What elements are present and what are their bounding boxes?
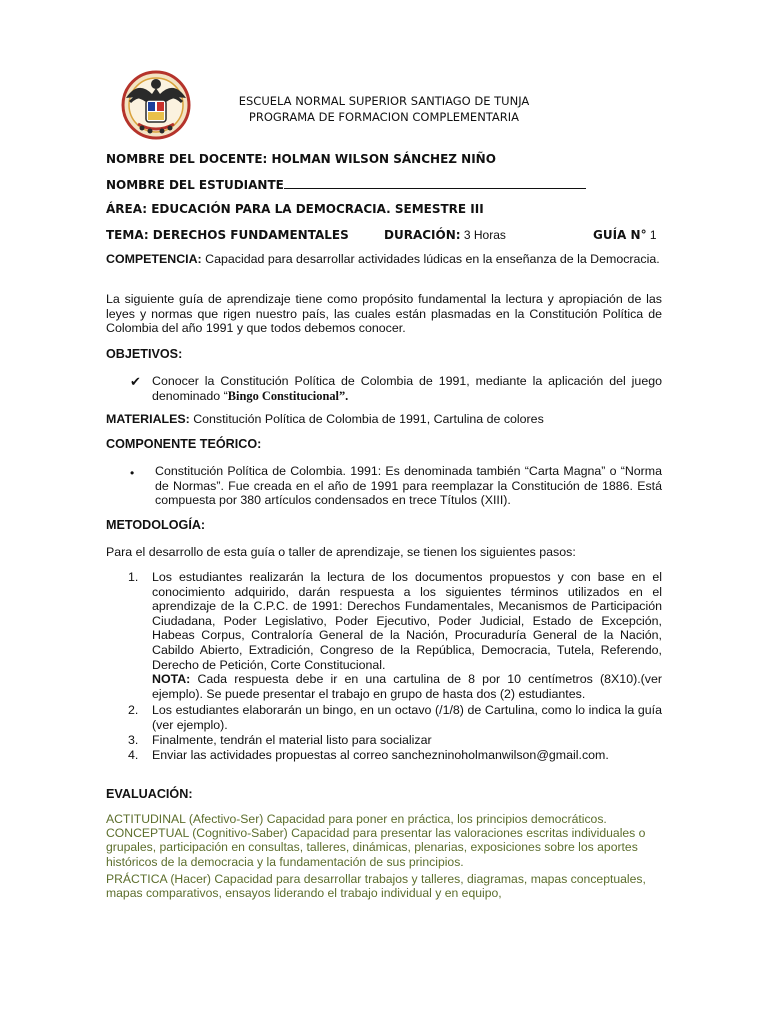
guia-line (593, 228, 657, 242)
nota-paragraph (152, 672, 662, 701)
metodologia-intro: Para el desarrollo de esta guía o taller de aprendizaje, se tienen los siguientes pasos: (106, 545, 576, 559)
duracion-label: DURACIÓN: (384, 228, 461, 242)
teacher-name-line: NOMBRE DEL DOCENTE: HOLMAN WILSON SÁNCHEZ NIÑO (106, 152, 496, 166)
objetivo-item (152, 374, 662, 403)
check-icon: ✔ (130, 374, 141, 389)
eval-practica: PRÁCTICA (Hacer) Capacidad para desarrollar trabajos y talleres, diagramas, mapas conceptuales, mapas comparativos, ensayos liderando el trabajo individual y en equipo, (106, 872, 646, 901)
duracion-value: 3 Horas (460, 228, 506, 242)
duracion-line (384, 228, 506, 242)
objetivos-heading: OBJETIVOS: (106, 347, 183, 361)
eval-actitudinal: ACTITUDINAL (Afectivo-Ser) Capacidad para poner en práctica, los principios democráticos. (106, 812, 607, 826)
school-header (200, 93, 568, 125)
step-text: Los estudiantes realizarán la lectura de los documentos propuestos y con base en el conocimiento adquirido, darán respuesta a los siguientes términos utilizados en el aprendizaje de la C.P.C. de 1991: Derechos Fundamentales, Mecanismos de Participación Ciudadana, Poder Legislativo, Poder Ejecutivo, Poder Judicial, Estado de Excepción, Habeas Corpus, Contraloría General de la Nación, Procuraduría General de la Nación, Cabildo Abierto, Extradición, Congreso de la República, Democracia, Tutela, Referendo, Derecho de Petición, Corte Constitucional. (152, 570, 662, 672)
guia-label: GUÍA N° (593, 228, 647, 242)
step-text: Los estudiantes elaborarán un bingo, en un octavo (/1/8) de Cartulina, como lo indica la guía (ver ejemplo). (152, 703, 662, 732)
intro-paragraph: La siguiente guía de aprendizaje tiene como propósito fundamental la lectura y apropiación de las leyes y normas que rigen nuestro país, las cuales están plasmadas en la Constitución Política de Colombia del año 1991 y que todos debemos conocer. (106, 292, 662, 336)
competencia-paragraph (106, 252, 662, 267)
objetivo-text: Conocer la Constitución Política de Colombia de 1991, mediante la aplicación del juego denominado “ (152, 374, 662, 403)
objetivo-bold: Bingo Constitucional”. (227, 388, 349, 403)
step-number: 3. (128, 733, 139, 747)
nota-label: NOTA: (152, 672, 191, 686)
step-text: Finalmente, tendrán el material listo para socializar (152, 733, 432, 747)
step-number: 4. (128, 748, 139, 762)
evaluacion-heading: EVALUACIÓN: (106, 787, 193, 801)
school-crest-logo (118, 70, 194, 140)
competencia-text: Capacidad para desarrollar actividades lúdicas en la enseñanza de la Democracia. (201, 252, 660, 266)
student-name-blank[interactable] (284, 177, 586, 189)
student-name-label: NOMBRE DEL ESTUDIANTE (106, 178, 284, 192)
area-line: ÁREA: EDUCACIÓN PARA LA DEMOCRACIA. SEMESTRE III (106, 202, 484, 216)
guia-value: 1 (646, 228, 657, 242)
metodologia-heading: METODOLOGÍA: (106, 518, 206, 532)
step-number: 2. (128, 703, 139, 717)
student-name-line (106, 177, 586, 192)
materiales-text: Constitución Política de Colombia de 1991, Cartulina de colores (189, 412, 544, 426)
step-number: 1. (128, 570, 139, 584)
materiales-label: MATERIALES: (106, 412, 190, 426)
step-text[interactable]: Enviar las actividades propuestas al correo sanchezninoholmanwilson@gmail.com. (152, 748, 609, 762)
nota-text: Cada respuesta debe ir en una cartulina de 8 por 10 centímetros (8X10).(ver ejemplo). Se puede presentar el trabajo en grupo de hasta dos (2) estudiantes. (152, 672, 662, 701)
program-name: PROGRAMA DE FORMACION COMPLEMENTARIA (248, 110, 520, 124)
bullet-icon: • (130, 466, 135, 480)
school-name: ESCUELA NORMAL SUPERIOR SANTIAGO DE TUNJA (238, 94, 530, 108)
materiales-line (106, 412, 662, 427)
competencia-label: COMPETENCIA: (106, 252, 202, 266)
eval-conceptual: CONCEPTUAL (Cognitivo-Saber) Capacidad para presentar las valoraciones escritas individuales o grupales, participación en consultas, talleres, dinámicas, plenarias, exposiciones sobre los aportes históricos de la democracia y la fundamentación de sus principios. (106, 826, 646, 869)
tema-line: TEMA: DERECHOS FUNDAMENTALES (106, 228, 349, 242)
componente-text: Constitución Política de Colombia. 1991: Es denominada también “Carta Magna” o “Norma de Normas”. Fue creada en el año de 1991 para reemplazar la Constitución de 1886. Está compuesta por 380 artículos condensados en trece Títulos (XIII). (155, 464, 662, 508)
componente-heading: COMPONENTE TEÓRICO: (106, 437, 262, 451)
